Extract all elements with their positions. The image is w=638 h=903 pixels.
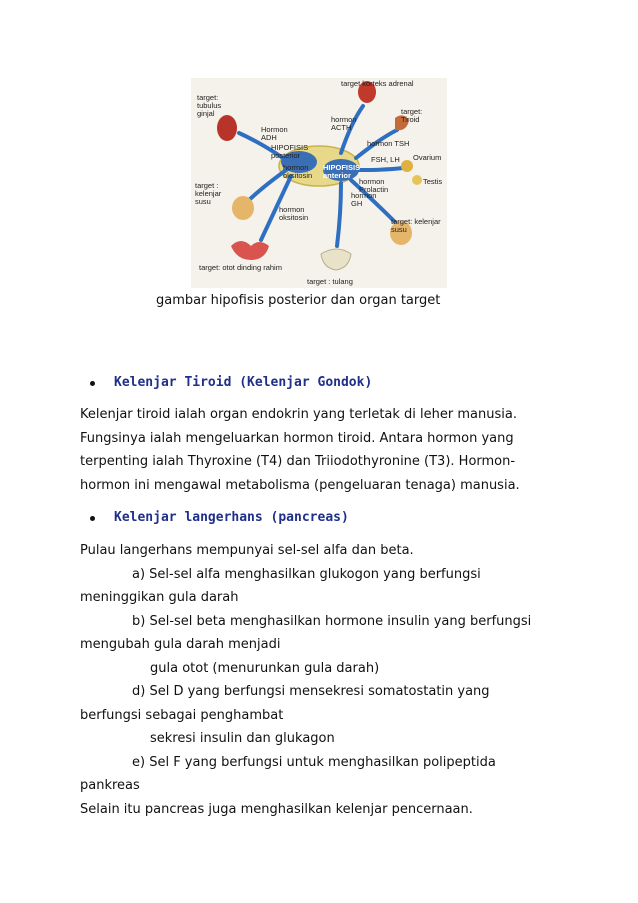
paragraph-line: Selain itu pancreas juga menghasilkan kelenjar pencernaan. xyxy=(80,801,473,817)
paragraph-line: e) Sel F yang berfungsi untuk menghasilkan polipeptida xyxy=(132,754,496,770)
section-tiroid-paragraph xyxy=(80,403,580,497)
section-langerhans-paragraph xyxy=(80,539,580,821)
section-tiroid-heading-row xyxy=(98,374,372,392)
paragraph-line: meninggikan gula darah xyxy=(80,590,239,605)
label-hormon-acth: hormon ACTH xyxy=(331,115,357,132)
testis-organ xyxy=(412,175,422,185)
paragraph-line: Fungsinya ialah mengeluarkan hormon tiroid. Antara hormon yang xyxy=(80,430,514,446)
label-testis: Testis xyxy=(423,177,443,186)
bullet-icon xyxy=(90,381,95,386)
bullet-icon xyxy=(90,516,95,521)
paragraph-line: hormon ini mengawal metabolisma (pengeluaran tenaga) manusia. xyxy=(80,477,520,493)
paragraph-line: sekresi insulin dan glukagon xyxy=(150,731,335,746)
breast-left-organ xyxy=(232,196,254,220)
paragraph-line: gula otot (menurunkan gula darah) xyxy=(150,660,380,676)
paragraph-line: berfungsi sebagai penghambat xyxy=(80,707,284,723)
section-tiroid-heading: Kelenjar Tiroid (Kelenjar Gondok) xyxy=(114,375,373,390)
label-hormon-prolactin: hormon Prolactin xyxy=(359,177,389,194)
label-hormon-oksitosin-top: hormon oksitosin xyxy=(283,163,313,180)
label-target-korteks-adrenal: target korteks adrenal xyxy=(341,79,414,88)
label-hormon-adh: Hormon ADH xyxy=(261,125,288,142)
paragraph-line: terpenting ialah Thyroxine (T4) dan Triiodothyronine (T3). Hormon- xyxy=(80,454,516,469)
paragraph-line: pankreas xyxy=(80,778,140,793)
section-langerhans-heading: Kelenjar langerhans (pancreas) xyxy=(114,510,349,525)
kidney-organ xyxy=(217,115,237,141)
label-target-tulang: target : tulang xyxy=(307,277,353,286)
paragraph-line: Kelenjar tiroid ialah organ endokrin yang terletak di leher manusia. xyxy=(80,407,517,422)
label-hormon-gh: hormon GH xyxy=(351,191,377,208)
label-target-tubulus-ginjal: target: tubulus ginjal xyxy=(197,93,222,118)
ovary-organ xyxy=(401,160,413,172)
label-hipofisis-anterior: HIPOFISIS anterior xyxy=(323,163,361,180)
figure-caption: gambar hipofisis posterior dan organ target xyxy=(156,293,441,308)
label-fsh-lh: FSH, LH xyxy=(371,155,400,164)
label-hormon-oksitosin: hormon oksitosin xyxy=(279,205,309,222)
label-target-kelenjar-susu-left: target : kelenjar susu xyxy=(195,181,222,206)
label-hipofisis-posterior: HIPOFISIS posterior xyxy=(271,143,309,160)
paragraph-line: a) Sel-sel alfa menghasilkan glukogon yang berfungsi xyxy=(132,566,481,582)
label-target-otot-dinding-rahim: target: otot dinding rahim xyxy=(199,263,282,272)
label-target-tiroid: target: Tiroid xyxy=(401,107,423,124)
label-hormon-tsh: hormon TSH xyxy=(367,139,410,148)
paragraph-line: d) Sel D yang berfungsi mensekresi somatostatin yang xyxy=(132,684,490,699)
uterus-organ xyxy=(231,241,269,260)
paragraph-line: mengubah gula darah menjadi xyxy=(80,637,281,652)
label-ovarium: Ovarium xyxy=(413,153,442,162)
section-langerhans-heading-row xyxy=(98,509,349,527)
paragraph-line: b) Sel-sel beta menghasilkan hormone insulin yang berfungsi xyxy=(132,613,532,629)
paragraph-line: Pulau langerhans mempunyai sel-sel alfa dan beta. xyxy=(80,543,414,558)
hipofisis-diagram xyxy=(191,78,447,288)
label-target-kelenjar-susu-right: target: kelenjar susu xyxy=(391,217,441,234)
pelvis-bone xyxy=(321,249,351,270)
